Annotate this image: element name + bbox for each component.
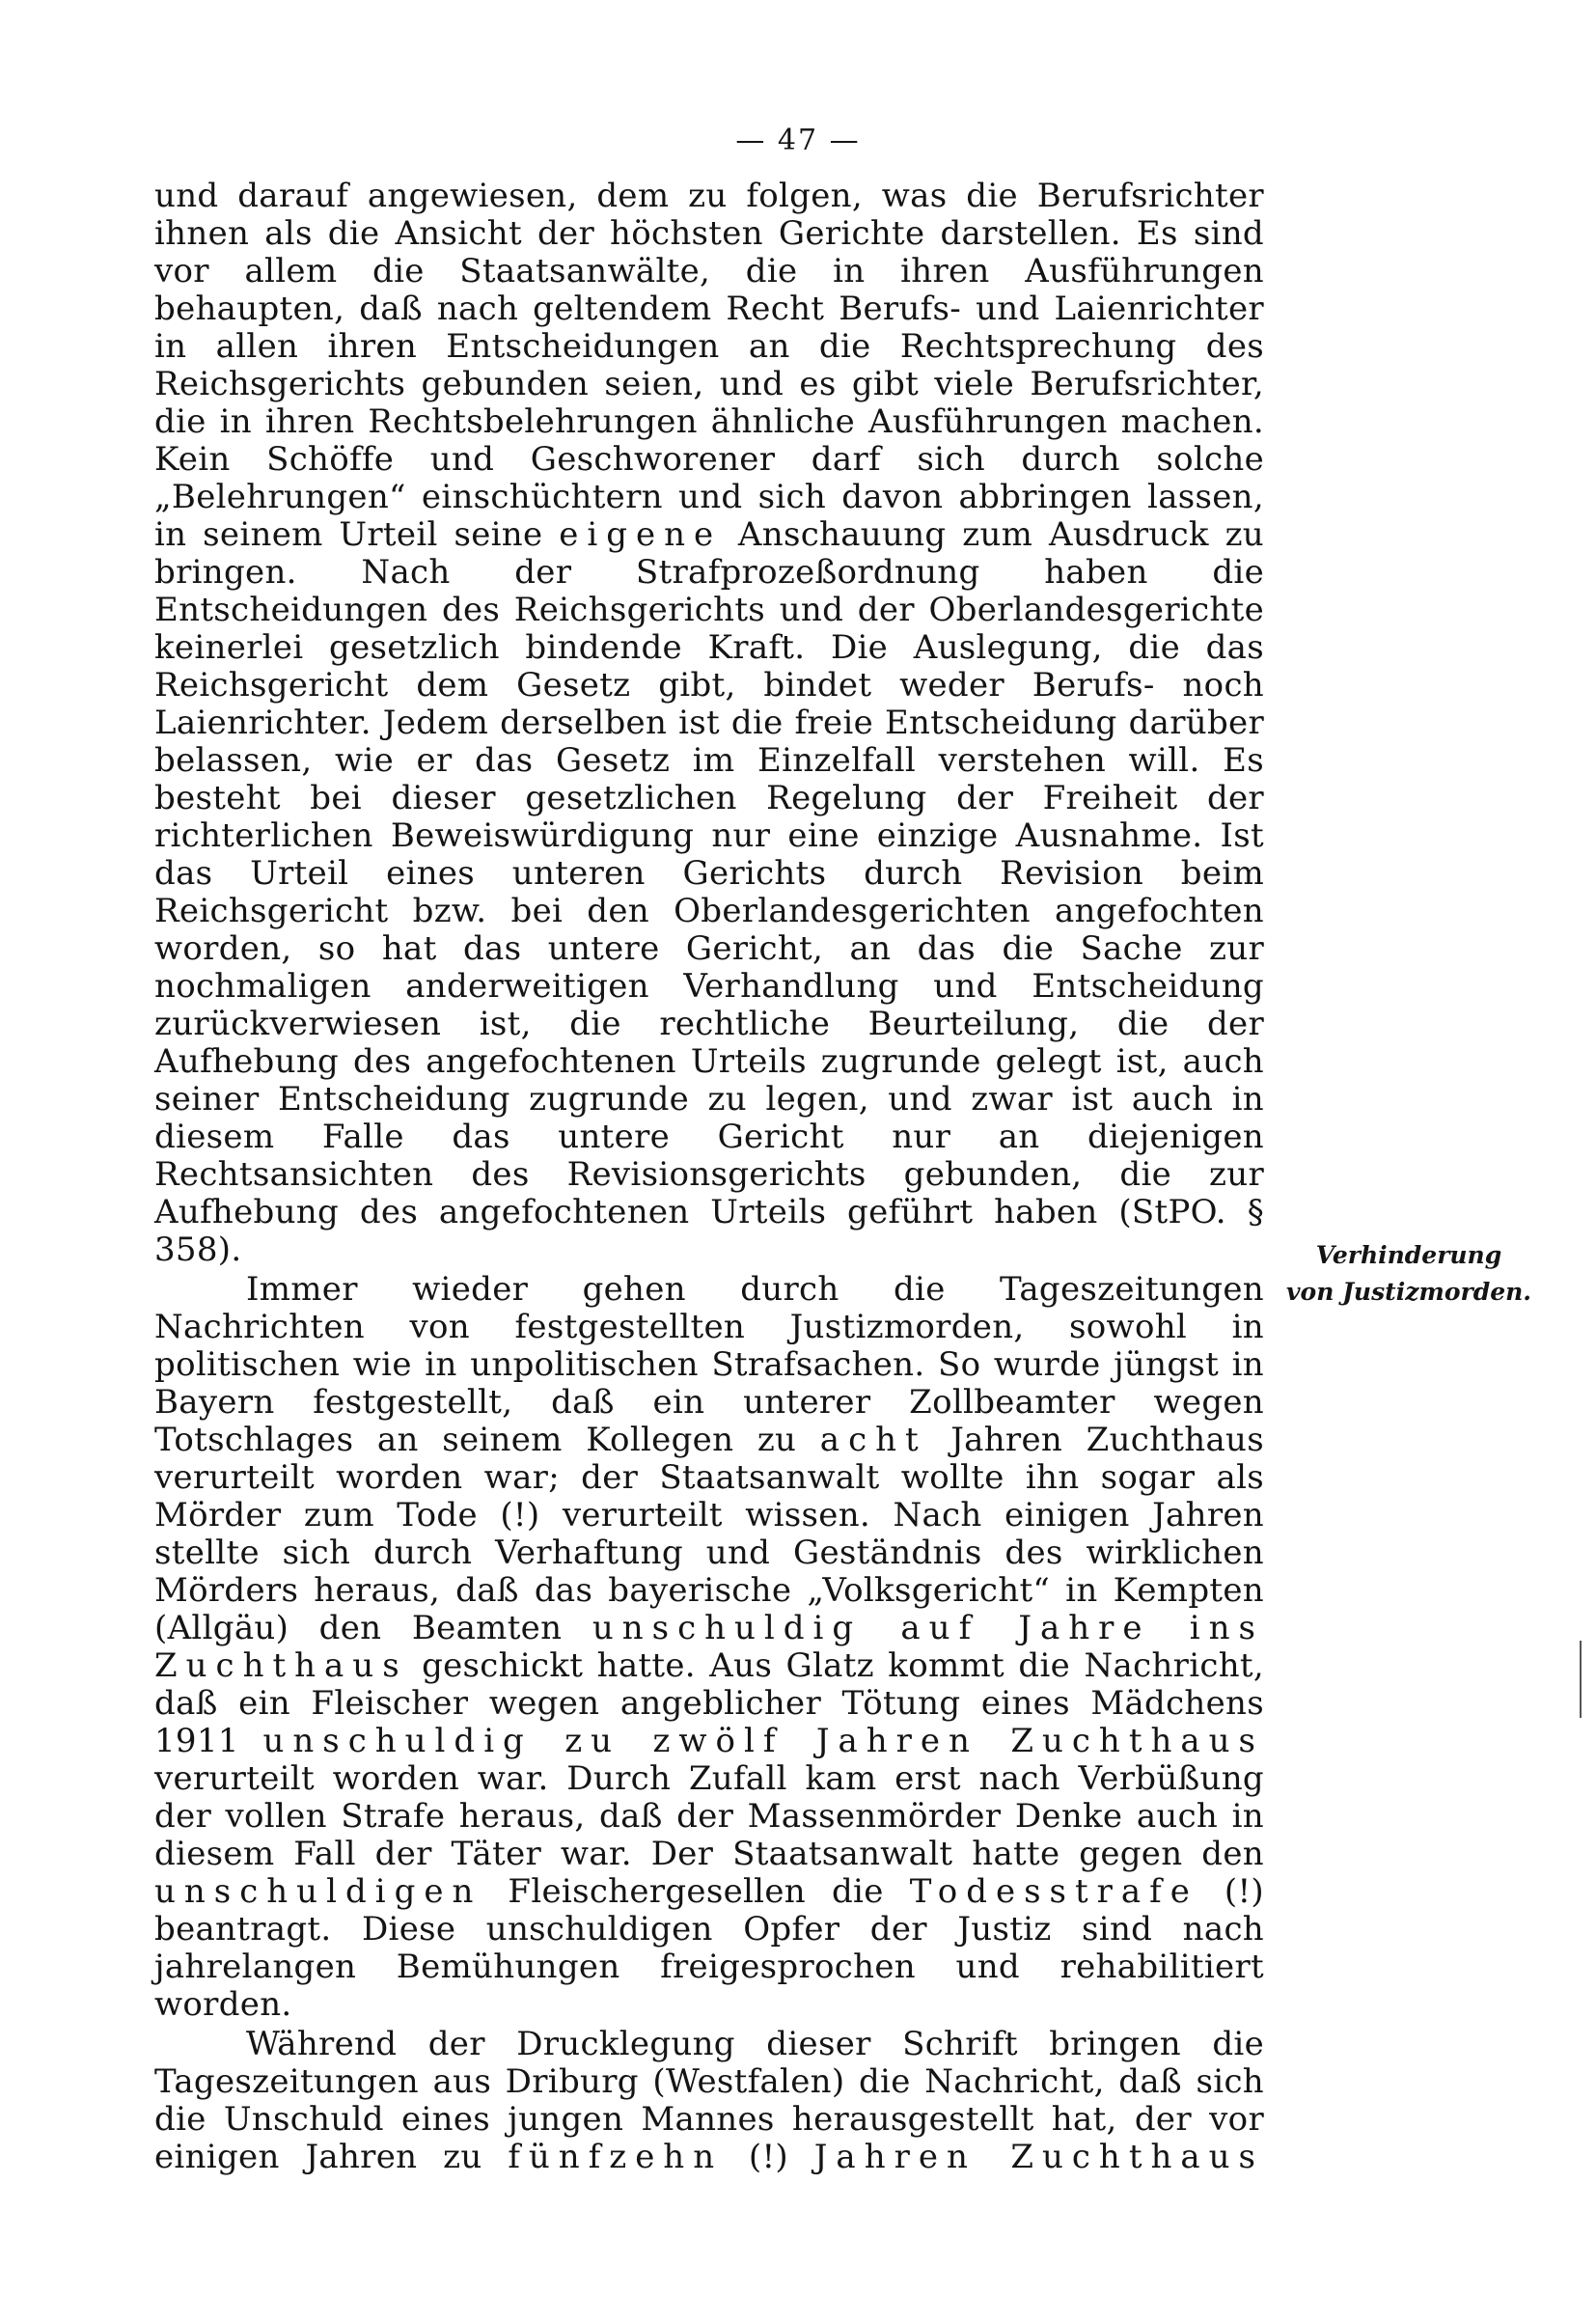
paragraph-text: Fleischergesellen die [508, 1872, 884, 1911]
page-number: — 47 — [735, 124, 861, 157]
emphasized-text: Todesstrafe [909, 1872, 1198, 1911]
main-text [154, 177, 1265, 2176]
paragraph-text: Während der Drucklegung dieser Schrift bringen die Tageszeitungen aus Driburg (Westfalen) die Nachricht, daß sich die Unschuld eines jungen Mannes herausgestellt hat, der vor einigen Jahren zu [154, 2025, 1264, 2176]
paragraph-text: Anschauung zum Ausdruck zu bringen. Nach der Strafprozeßordnung haben die Entscheidungen des Reichsgerichts und der Oberlandesgerichte keinerlei gesetzlich bindende Kraft. Die Auslegung, die das Reichsgericht dem Gesetz gibt, bindet weder Berufs- noch Laienrichter. Jedem derselben ist die freie Entscheidung darüber belassen, wie er das Gesetz im Einzelfall verstehen will. Es besteht bei dieser gesetzlichen Regelung der Freiheit der richterlichen Beweiswürdigung nur eine einzige Ausnahme. Ist das Urteil eines unteren Gerichts durch Revision beim Reichsgericht bzw. bei den Oberlandesgerichten angefochten worden, so hat das untere Gericht, an das die Sache zur nochmaligen anderweitigen Verhandlung und Entscheidung zurückverwiesen ist, die rechtliche Beurteilung, die der Aufhebung des angefochtenen Urteils zugrunde gelegt ist, auch seiner Entscheidung zugrunde zu legen, und zwar ist auch in diesem Falle das untere Gericht nur an diejenigen Rechtsansichten des Revisionsgerichts gebunden, die zur Aufhebung des angefochtenen Urteils geführt haben (StPO. § 358). [154, 515, 1265, 1269]
paragraph-text: geschickt hatte. Aus Glatz kommt die Nachricht, daß ein Fleischer wegen angeblicher Tötung eines Mädchens 1911 [154, 1646, 1265, 1760]
paragraph [154, 2026, 1264, 2176]
margin-note [1283, 1237, 1534, 1311]
emphasized-text: acht [819, 1421, 927, 1459]
paragraph-text: (!) [748, 2138, 788, 2176]
emphasized-text: unschuldig zu zwölf Jahren Zuchthaus [262, 1722, 1264, 1760]
margin-note-line: von Justizmorden. [1286, 1278, 1531, 1306]
paragraph [154, 178, 1264, 1269]
scan-edge-mark [1580, 1641, 1582, 1718]
emphasized-text: Jahren Zuchthaus [813, 2138, 1264, 2176]
emphasized-text: fünfzehn [508, 2138, 724, 2176]
paragraph-text: Immer wieder gehen durch die Tageszeitungen Nachrichten von festgestellten Justizmorden, sowohl in politischen wie in unpolitischen Strafsachen. So wurde jüngst in Bayern festgestellt, daß ein unterer Zollbeamter wegen Totschlages an seinem Kollegen zu [154, 1270, 1264, 1459]
paragraph-text: (!) beantragt. Diese unschuldigen Opfer der Justiz sind nach jahrelangen Bemühungen freigesprochen und rehabilitiert worden. [154, 1872, 1264, 2024]
paragraph [154, 1271, 1264, 2024]
paragraph-text: verurteilt worden war. Durch Zufall kam erst nach Verbüßung der vollen Strafe heraus, daß der Massenmörder Denke auch in diesem Fall der Täter war. Der Staatsanwalt hatte gegen den [154, 1759, 1264, 1873]
emphasized-text: eigene [559, 515, 723, 554]
emphasized-text: unschuldig auf Jahre ins Zuchthaus [154, 1609, 1264, 1685]
paragraph-text: Jahren Zuchthaus verurteilt worden war; der Staatsanwalt wollte ihn sogar als Mörder zum Tode (!) verurteilt wissen. Nach einigen Jahren stellte sich durch Verhaftung und Geständnis des wirklichen Mörders heraus, daß das bayerische „Volksgericht“ in Kempten (Allgäu) den Beamten [154, 1421, 1264, 1647]
paragraph-text: und darauf angewiesen, dem zu folgen, was die Berufsrichter ihnen als die Ansicht der höchsten Gerichte darstellen. Es sind vor allem die Staatsanwälte, die in ihren Ausführungen behaupten, daß nach geltendem Recht Berufs- und Laienrichter in allen ihren Entscheidungen an die Rechtsprechung des Reichsgerichts gebunden seien, und es gibt viele Berufsrichter, die in ihren Rechtsbelehrungen ähnliche Ausführungen machen. Kein Schöffe und Geschworener darf sich durch solche „Belehrungen“ einschüchtern und sich davon abbringen lassen, in seinem Urteil seine [154, 177, 1264, 554]
margin-note-line: Verhinderung [1315, 1241, 1502, 1269]
emphasized-text: unschuldigen [154, 1872, 482, 1911]
